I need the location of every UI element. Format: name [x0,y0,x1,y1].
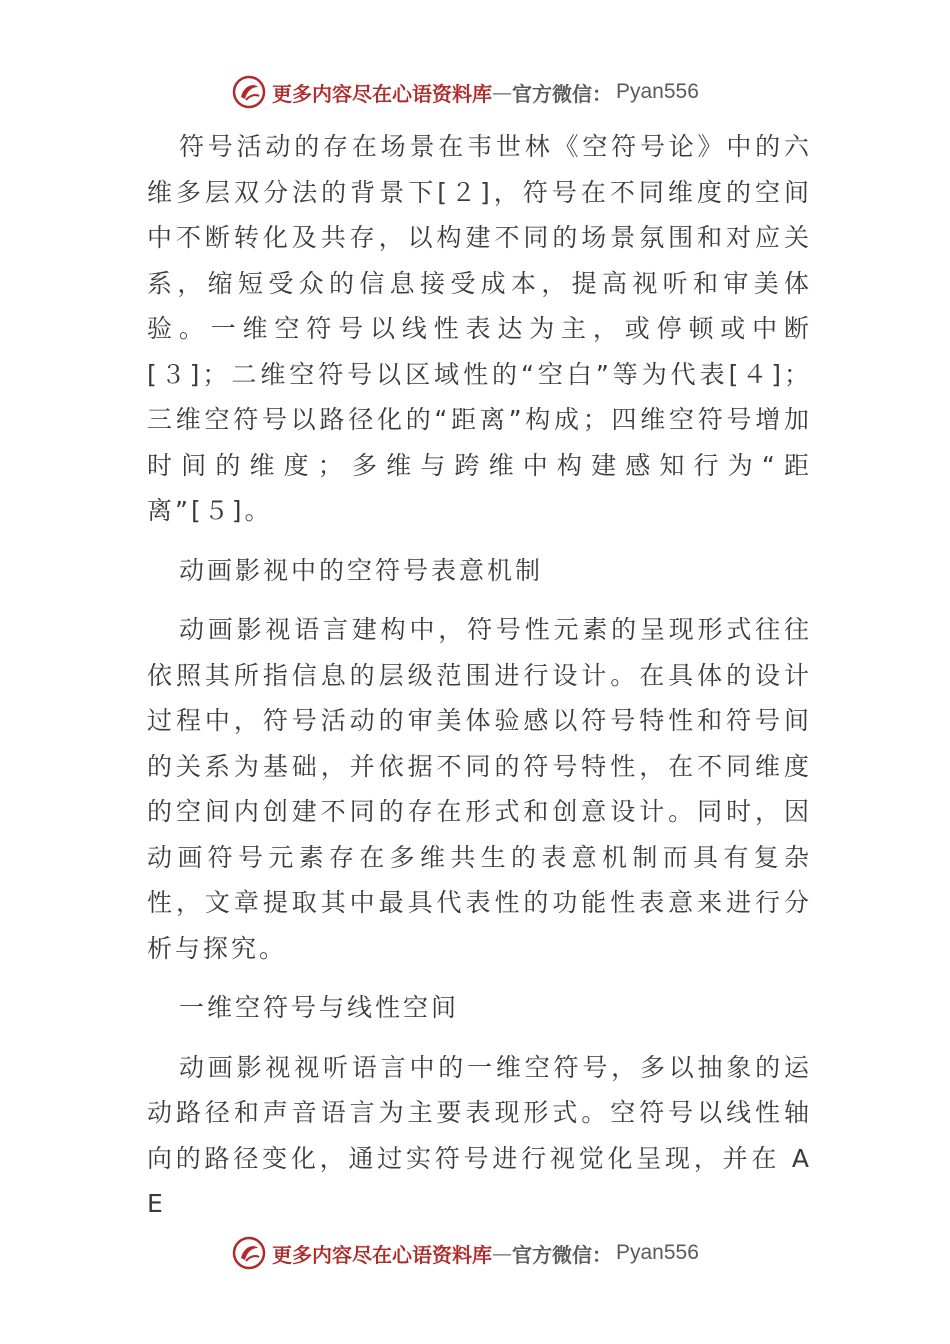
header-banner [232,72,699,112]
banner-wechat-id: Pyan556 [616,80,699,103]
banner-separator: — [492,1241,512,1265]
banner-wechat-label: 官方微信： [512,81,612,106]
library-logo-icon [232,1236,266,1270]
paragraph-mechanism: 动画影视语言建构中，符号性元素的呈现形式往往依照其所指信息的层级范围进行设计。在具体的设计过程中，符号活动的审美体验感以符号特性和符号间的关系为基础，并依据不同的符号特性，在不同维度的空间内创建不同的存在形式和创意设计。同时，因动画符号元素存在多维共生的表意机制而具有复杂性，文章提取其中最具代表性的功能性表意来进行分析与探究。 [147,615,812,963]
section-heading-mechanism: 动画影视中的空符号表意机制 [179,555,544,585]
banner-separator: — [492,80,512,104]
paragraph-intro: 符号活动的存在场景在韦世林《空符号论》中的六维多层双分法的背景下[２]，符号在不同维度的空间中不断转化及共存，以构建不同的场景氛围和对应关系，缩短受众的信息接受成本，提高视听和审美体验。一维空符号以线性表达为主，或停顿或中断[３]；二维空符号以区域性的“空白”等为代表[４]；三维空符号以路径化的“距离”构成；四维空符号增加时间的维度；多维与跨维中构建感知行为“距离”[５]。 [147,132,812,525]
document-body [147,124,812,1241]
section-heading-one-dimension: 一维空符号与线性空间 [179,993,460,1022]
paragraph-one-dimension: 动画影视视听语言中的一维空符号，多以抽象的运动路径和声音语言为主要表现形式。空符号以线性轴向的路径变化，通过实符号进行视觉化呈现，并在 AE [147,1052,812,1218]
banner-title: 更多内容尽在心语资料库 [272,1242,492,1267]
banner-wechat-label: 官方微信： [512,1242,612,1267]
banner-title: 更多内容尽在心语资料库 [272,81,492,106]
banner-wechat-id: Pyan556 [616,1241,699,1264]
library-logo-icon [232,75,266,109]
footer-banner [232,1233,699,1273]
